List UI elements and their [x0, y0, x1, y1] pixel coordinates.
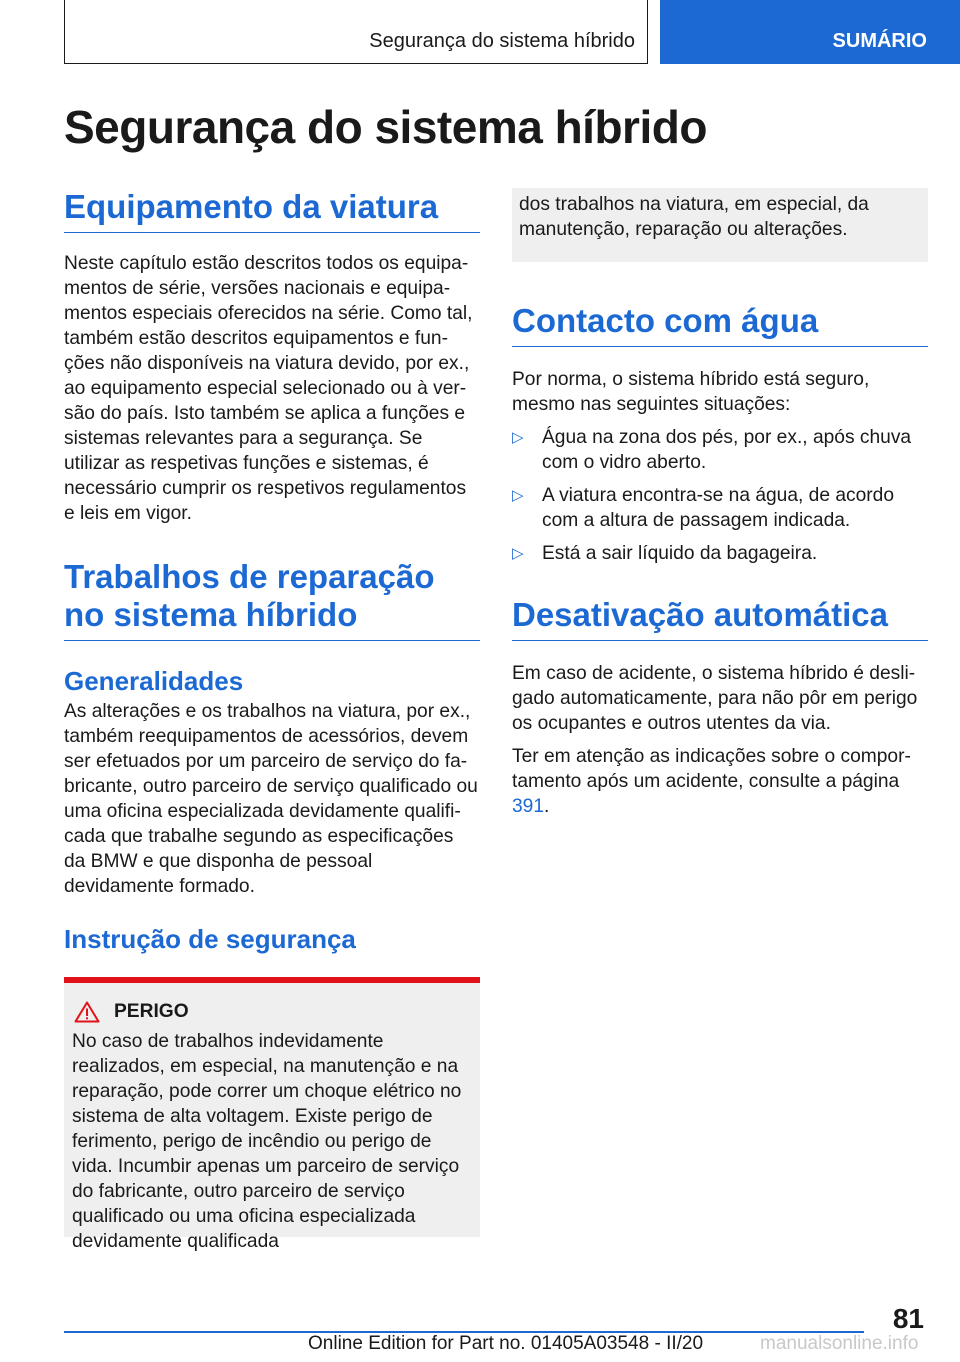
- right-column: [512, 188, 928, 819]
- bullet-triangle-icon: ▷: [512, 545, 524, 562]
- header-chapter-box: [64, 0, 648, 64]
- water-contact-list: [512, 425, 928, 566]
- section-title-water-contact: Contacto com água: [512, 302, 928, 347]
- water-contact-intro: Por norma, o sistema híbrido está seguro, mesmo nas seguintes situações:: [512, 369, 870, 415]
- list-item-text: Está a sair líquido da bagageira.: [542, 543, 818, 564]
- general-paragraph: As alterações e os trabalhos na viatura, por ex., também reequipamentos de acessórios, devem ser efetuados por um parceiro de serviço do fabricante, outro parceiro de serviço qualificado ou uma oficina especializada devidamente qualificada que trabalhe segundo as especificações da BMW e que disponha de pessoal devidamente formado.: [64, 701, 478, 897]
- section-title-auto-deactivation: Desativação automática: [512, 596, 928, 641]
- warning-triangle-icon: [74, 1001, 100, 1023]
- left-column: [64, 188, 480, 1252]
- list-item: [512, 541, 928, 566]
- list-item-text: Água na zona dos pés, por ex., após chuva com o vidro aberto.: [542, 427, 912, 473]
- list-item: [512, 483, 928, 533]
- warning-label: PERIGO: [114, 1001, 189, 1022]
- warning-text: No caso de trabalhos indevidamente realizados, em especial, na manutenção e na reparação, pode correr um choque elétrico no sistema de alta voltagem. Existe perigo de ferimento, perigo de incêndio ou perigo de vida. Incumbir apenas um parceiro de serviço do fabricante, outro parceiro de serviço qualificado ou uma oficina especializada devidamente qualificada: [72, 1031, 462, 1252]
- section-title-repair-work: Trabalhos de reparação no sistema híbrido: [64, 558, 480, 641]
- warning-header: [72, 1001, 474, 1023]
- page-number: 81: [892, 1303, 924, 1334]
- section-title-equipment: Equipamento da viatura: [64, 188, 480, 233]
- deactivation-text: Ter em atenção as indicações sobre o comportamento após um acidente, consulte a página: [512, 746, 911, 792]
- warning-continuation-box: [512, 188, 928, 262]
- equipment-paragraph: Neste capítulo estão descritos todos os equipamentos de série, versões nacionais e equipamentos especiais oferecidos na série. Como tal, também estão descritos equipamentos e funções não disponíveis na viatura devido, por ex., ao equipamento especial selecionado ou à versão do país. Isto também se aplica a funções e sistemas relevantes para a segurança. Se utilizar as respetivas funções e sistemas, é necessário cumprir os respetivos regulamentos e leis em vigor.: [64, 253, 473, 524]
- page-title: Segurança do sistema híbrido: [64, 101, 707, 153]
- deactivation-paragraph-2: [512, 744, 928, 819]
- subtitle-safety-instruction: Instrução de segurança: [64, 924, 356, 954]
- warning-continuation-text: dos trabalhos na viatura, em especial, da manutenção, reparação ou alterações.: [519, 194, 869, 240]
- footer-edition: Online Edition for Part no. 01405A03548 - II/20: [308, 1333, 704, 1354]
- summary-button-label: SUMÁRIO: [832, 30, 927, 52]
- list-item-text: A viatura encontra-se na água, de acordo com a altura de passagem indicada.: [542, 485, 895, 531]
- list-item: [512, 425, 928, 475]
- page-link-391[interactable]: 391: [512, 796, 545, 817]
- watermark: manualsonline.info: [760, 1333, 919, 1354]
- summary-button[interactable]: [660, 0, 960, 64]
- bullet-triangle-icon: ▷: [512, 429, 524, 446]
- subtitle-general: Generalidades: [64, 666, 244, 696]
- bullet-triangle-icon: ▷: [512, 487, 524, 504]
- danger-warning-box: [64, 977, 480, 1252]
- deactivation-paragraph-1: Em caso de acidente, o sistema híbrido é desligado automaticamente, para não pôr em perigo os ocupantes e outros utentes da via.: [512, 663, 918, 734]
- header-chapter-title: Segurança do sistema híbrido: [369, 30, 635, 52]
- deactivation-text-end: .: [544, 796, 550, 817]
